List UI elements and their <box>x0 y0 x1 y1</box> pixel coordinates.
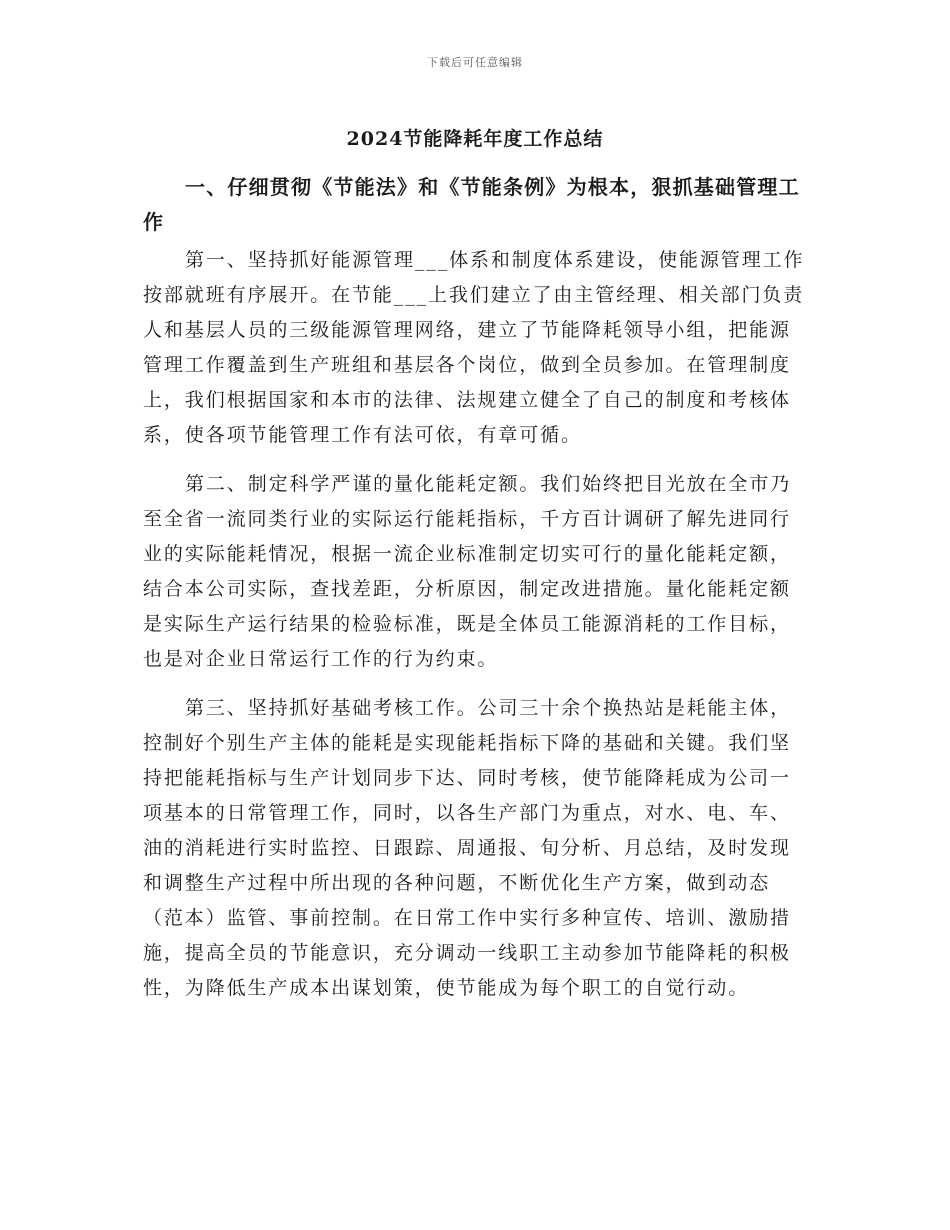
document-title: 2024节能降耗年度工作总结 <box>346 128 604 150</box>
paragraph-1: 第一、坚持抓好能源管理___体系和制度体系建设，使能源管理工作按部就班有序展开。在节能___上我们建立了由主管经理、相关部门负责人和基层人员的三级能源管理网络，建立了节能降耗领导小组，把能源管理工作覆盖到生产班组和基层各个岗位，做到全员参加。在管理制度上，我们根据国家和本市的法律、法规建立健全了自己的制度和考核体系，使各项节能管理工作有法可依，有章可循。 <box>143 249 805 446</box>
header-note: 下载后可任意编辑 <box>427 56 523 69</box>
paragraph-2: 第二、制定科学严谨的量化能耗定额。我们始终把目光放在全市乃至全省一流同类行业的实际运行能耗指标，千方百计调研了解先进同行业的实际能耗情况，根据一流企业标准制定切实可行的量化能耗定额，结合本公司实际，查找差距，分析原因，制定改进措施。量化能耗定额是实际生产运行结果的检验标准，既是全体员工能源消耗的工作目标，也是对企业日常运行工作的行为约束。 <box>143 473 792 670</box>
paragraph-3: 第三、坚持抓好基础考核工作。公司三十余个换热站是耗能主体，控制好个别生产主体的能耗是实现能耗指标下降的基础和关键。我们坚持把能耗指标与生产计划同步下达、同时考核，使节能降耗成为公司一项基本的日常管理工作，同时，以各生产部门为重点，对水、电、车、油的消耗进行实时监控、日跟踪、周通报、旬分析、月总结，及时发现和调整生产过程中所出现的各种问题，不断优化生产方案，做到动态（范本）监管、事前控制。在日常工作中实行多种宣传、培训、激励措施，提高全员的节能意识，充分调动一线职工主动参加节能降耗的积极性，为降低生产成本出谋划策，使节能成为每个职工的自觉行动。 <box>143 697 792 999</box>
section-heading: 一、仔细贯彻《节能法》和《节能条例》为根本，狠抓基础管理工作 <box>143 175 800 234</box>
